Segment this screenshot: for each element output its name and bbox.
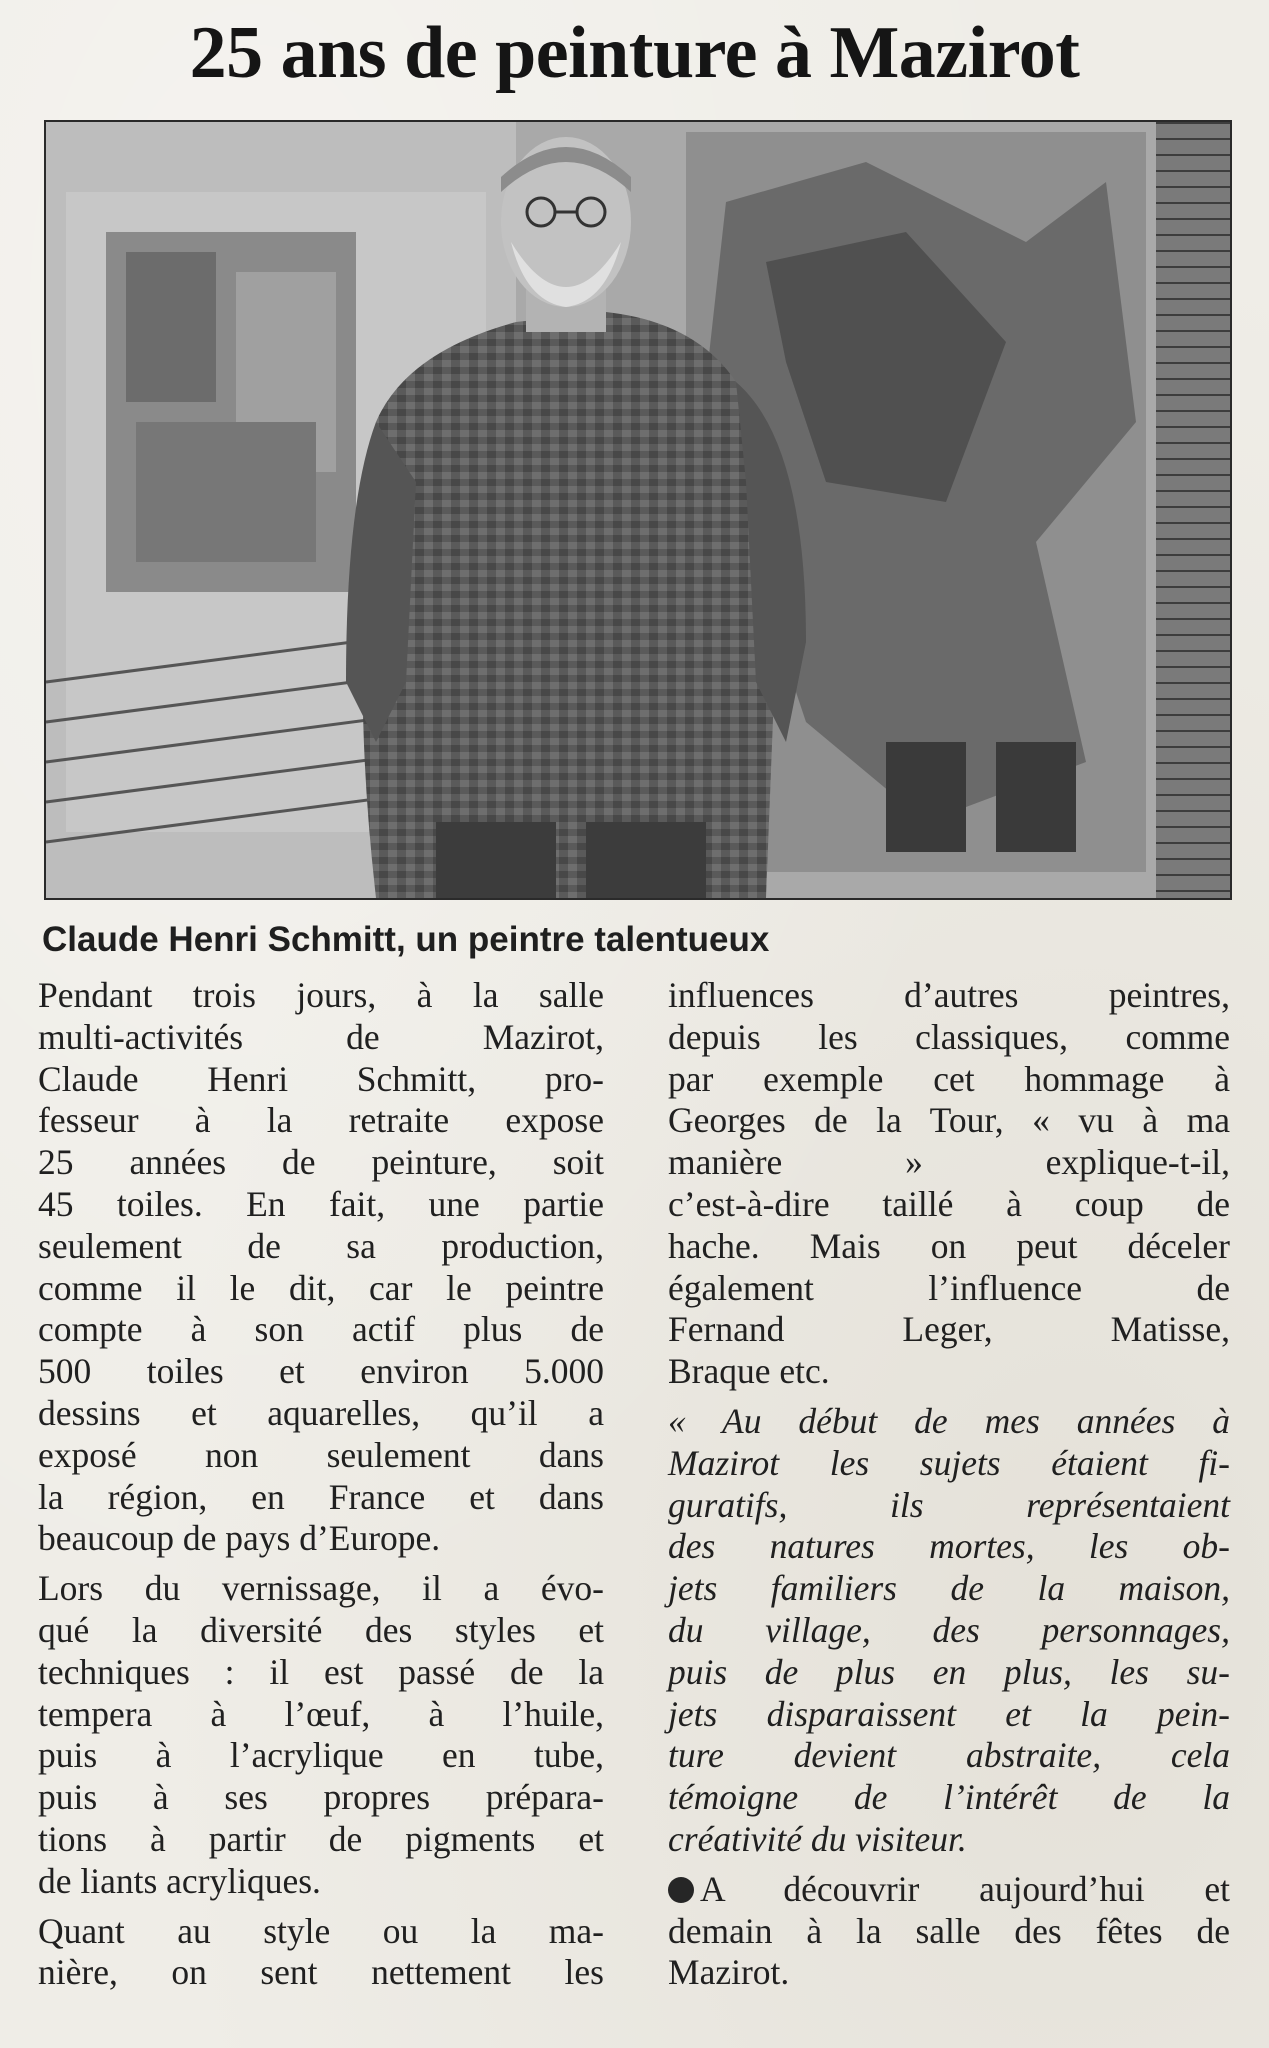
text-line: du village, des personnages,: [668, 1609, 1230, 1650]
text-line: 500 toiles et environ 5.000: [38, 1351, 604, 1392]
text-line: Pendant trois jours, à la salle: [38, 975, 604, 1015]
text-line: qué la diversité des styles et: [38, 1609, 604, 1650]
text-line: puis à l’acrylique en tube,: [38, 1735, 604, 1776]
text-line: nière, on sent nettement les: [38, 1952, 604, 1993]
text-line: créativité du visiteur.: [668, 1818, 967, 1859]
paragraph-intro: [38, 975, 604, 1560]
text-line: beaucoup de pays d’Europe.: [38, 1518, 441, 1559]
article-photo: [44, 120, 1232, 900]
text-line: par exemple cet hommage à: [668, 1058, 1230, 1099]
text-line: Georges de la Tour, « vu à ma: [668, 1100, 1230, 1141]
text-line: également l’influence de: [668, 1267, 1230, 1308]
text-line: compte à son actif plus de: [38, 1309, 604, 1350]
text-line: ture devient abstraite, cela: [668, 1735, 1230, 1776]
text-line: depuis les classiques, comme: [668, 1016, 1230, 1057]
text-line: puis de plus en plus, les su-: [668, 1651, 1230, 1692]
text-line: hache. Mais on peut déceler: [668, 1225, 1230, 1266]
paragraph-quote: [668, 1401, 1230, 1861]
text-line: demain à la salle des fêtes de: [668, 1910, 1230, 1951]
text-line: seulement de sa production,: [38, 1225, 604, 1266]
text-line: c’est-à-dire taillé à coup de: [668, 1183, 1230, 1224]
paragraph-style: [38, 1911, 604, 1995]
text-line: de liants acryliques.: [38, 1860, 321, 1901]
text-line: 25 années de peinture, soit: [38, 1142, 604, 1183]
text-line: tempera à l’œuf, à l’huile,: [38, 1693, 604, 1734]
text-line: des natures mortes, les ob-: [668, 1526, 1230, 1567]
text-line: multi-activités de Mazirot,: [38, 1016, 604, 1057]
text-line: Mazirot.: [668, 1952, 790, 1993]
text-line: guratifs, ils représentaient: [668, 1484, 1230, 1525]
text-line: Braque etc.: [668, 1351, 830, 1392]
article-column-right: [668, 975, 1230, 2002]
photo-caption: Claude Henri Schmitt, un peintre talentueux: [42, 920, 770, 959]
text-line: comme il le dit, car le peintre: [38, 1267, 604, 1308]
text-line: techniques : il est passé de la: [38, 1651, 604, 1692]
text-line: Mazirot les sujets étaient fi-: [668, 1442, 1230, 1483]
text-line: « Au début de mes années à: [668, 1400, 1230, 1441]
text-line: la région, en France et dans: [38, 1476, 604, 1517]
text-line: 45 toiles. En fait, une partie: [38, 1183, 604, 1224]
text-line: dessins et aquarelles, qu’il a: [38, 1392, 604, 1433]
text-line: manière » explique-t-il,: [668, 1142, 1230, 1183]
bullet-icon: [668, 1877, 694, 1903]
text-line: fesseur à la retraite expose: [38, 1100, 604, 1141]
text-line: jets disparaissent et la pein-: [668, 1693, 1230, 1734]
text-line: jets familiers de la maison,: [668, 1568, 1230, 1609]
text-line: puis à ses propres prépara-: [38, 1777, 604, 1818]
text-line: Claude Henri Schmitt, pro-: [38, 1058, 604, 1099]
info-first-line: [668, 1869, 1230, 1911]
paragraph-info: [668, 1869, 1230, 1994]
text-line: Lors du vernissage, il a évo-: [38, 1568, 604, 1609]
text-line: influences d’autres peintres,: [668, 975, 1230, 1015]
text-line: Fernand Leger, Matisse,: [668, 1309, 1230, 1350]
text-line: exposé non seulement dans: [38, 1434, 604, 1475]
article-column-left: [38, 975, 604, 2002]
text-line: tions à partir de pigments et: [38, 1818, 604, 1859]
text-line: A découvrir aujourd’hui et: [700, 1868, 1230, 1909]
article-headline: 25 ans de peinture à Mazirot: [189, 12, 1080, 94]
text-line: Quant au style ou la ma-: [38, 1910, 604, 1951]
paragraph-influences: [668, 975, 1230, 1393]
text-line: témoigne de l’intérêt de la: [668, 1777, 1230, 1818]
paragraph-vernissage: [38, 1568, 604, 1902]
